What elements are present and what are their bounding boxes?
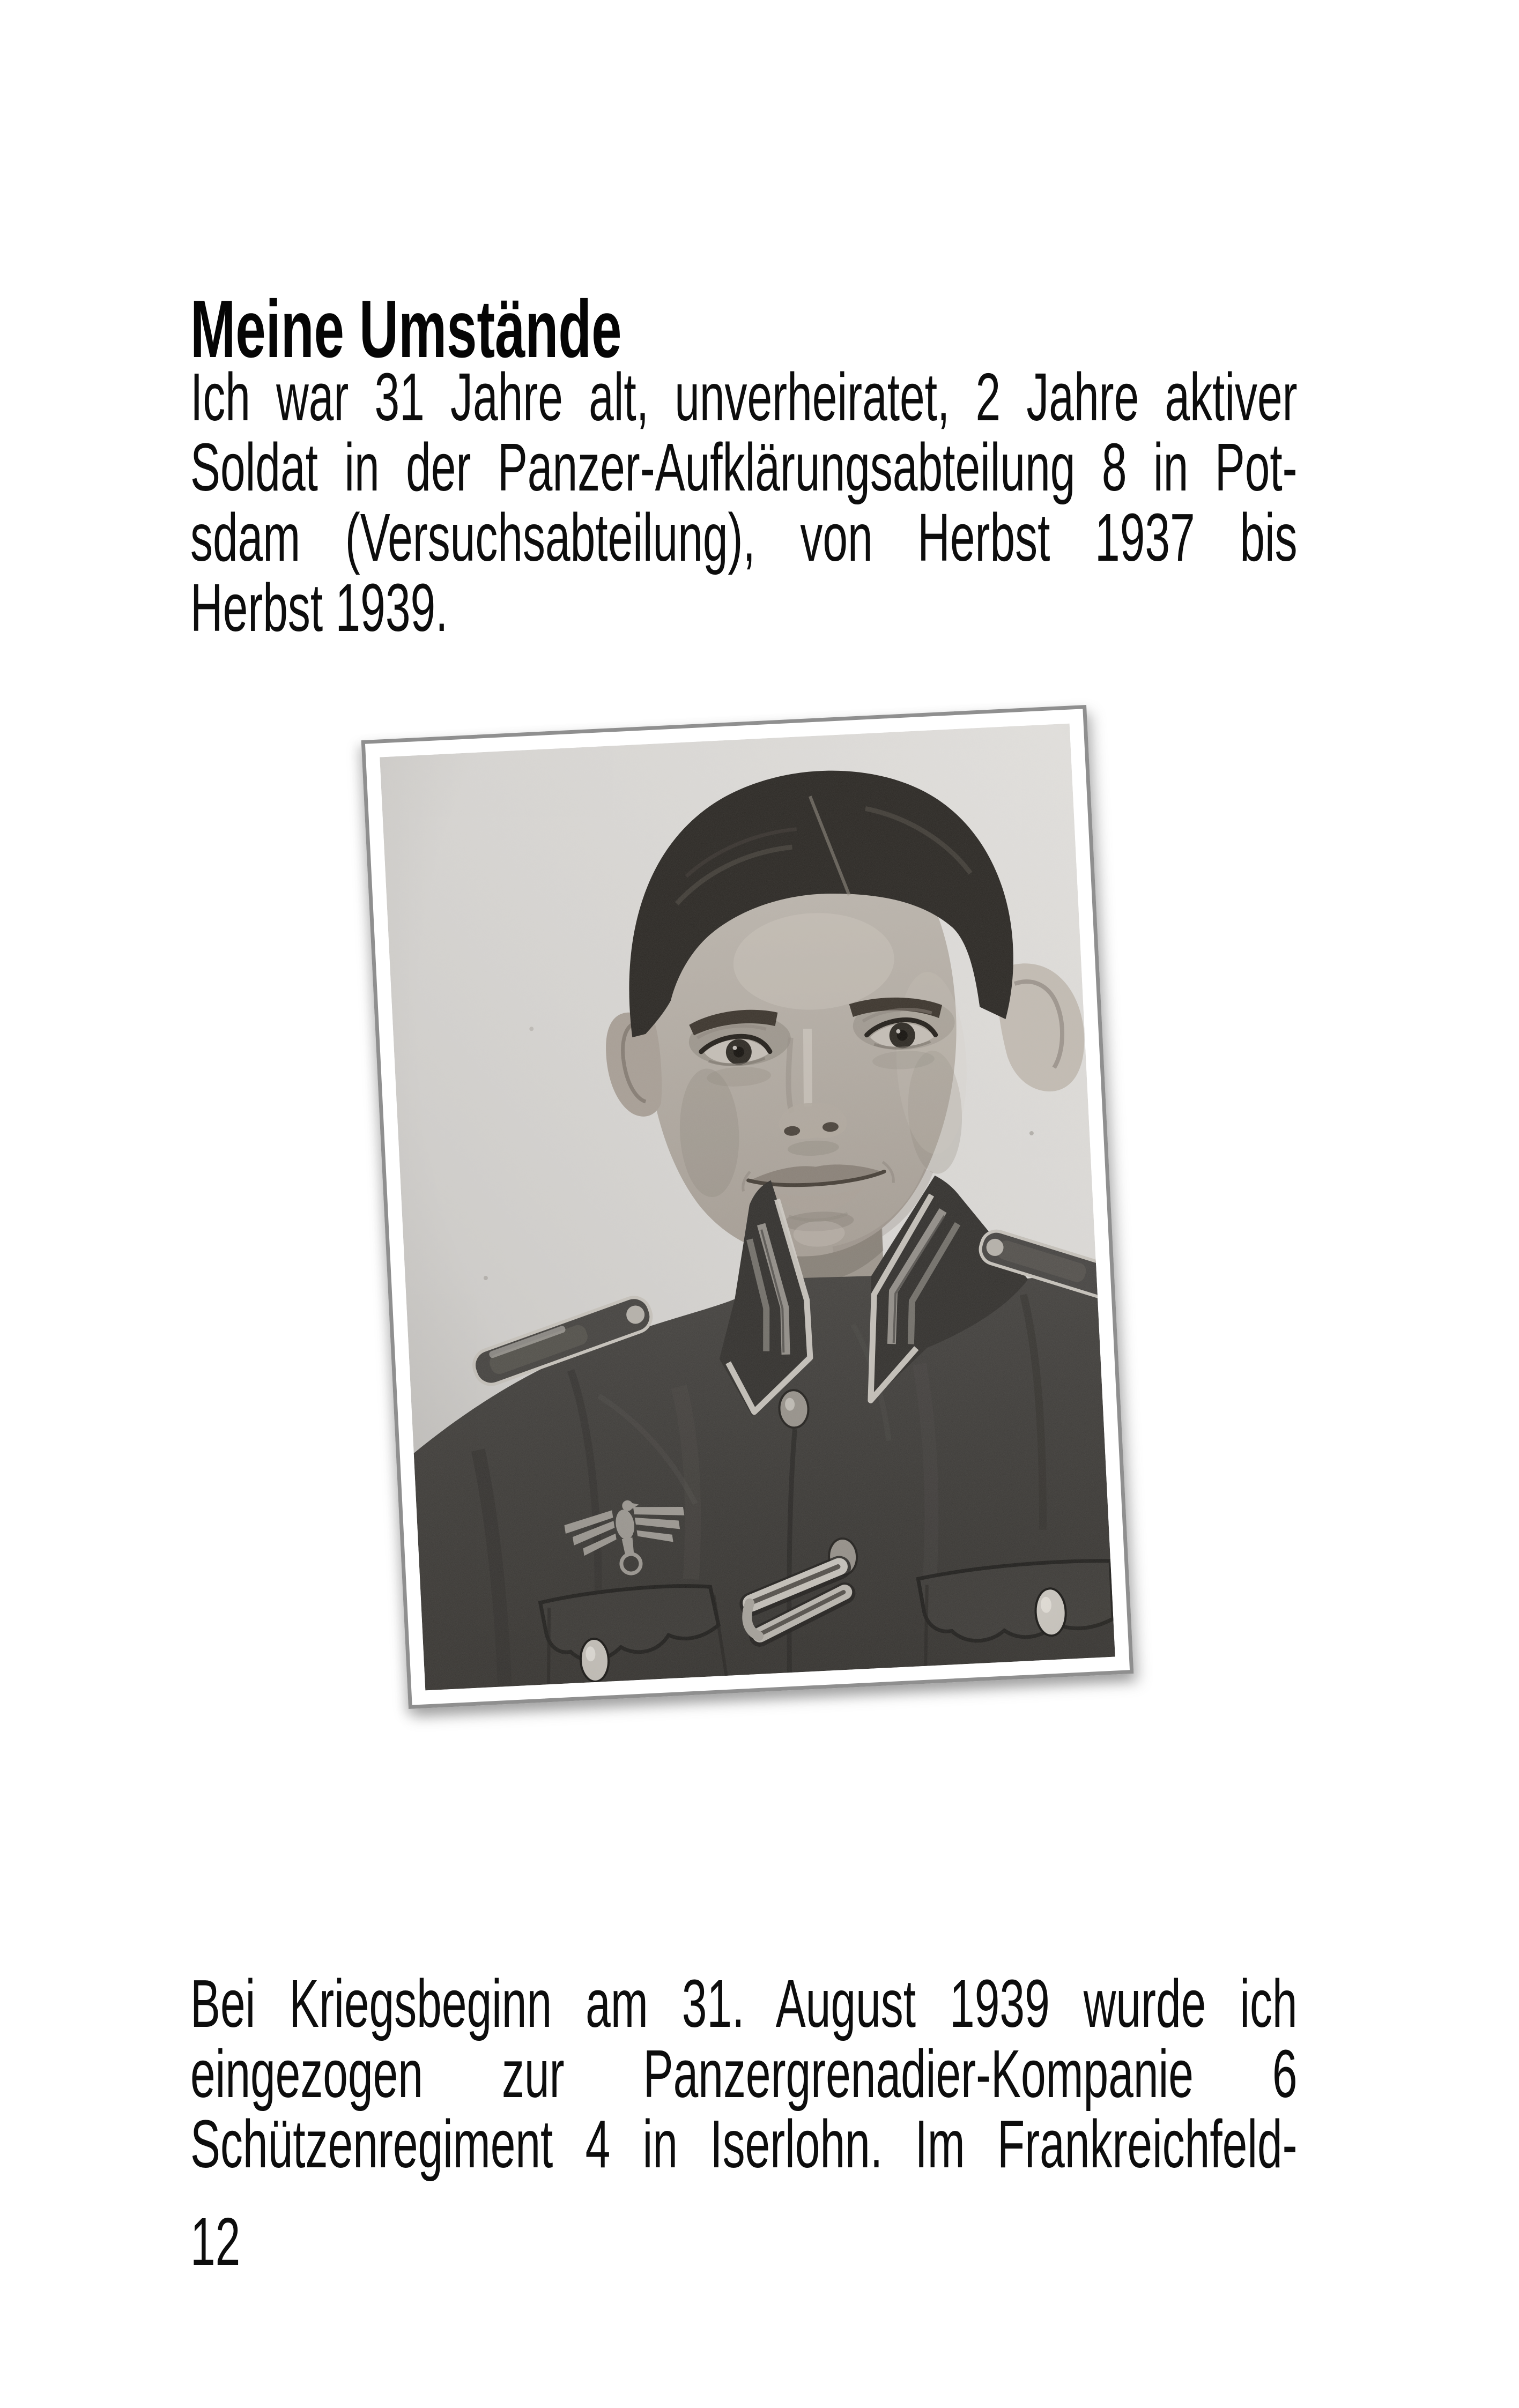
text-line: Bei Kriegsbeginn am 31. August 1939 wurde ich — [190, 1966, 1298, 2041]
portrait-photo — [380, 724, 1115, 1691]
text-line: Soldat in der Panzer-Aufklärungsabteilung 8 in Pot- — [190, 429, 1298, 505]
page-number: 12 — [190, 2204, 241, 2279]
text-line: Schützenregiment 4 in Iserlohn. Im Frankreichfeld- — [190, 2106, 1298, 2182]
text-line: sdam (Versuchsabteilung), von Herbst 1937 bis — [190, 500, 1298, 575]
portrait-photo-frame — [361, 705, 1134, 1709]
page-title: Meine Umstände — [190, 283, 622, 375]
text-line: Herbst 1939. — [190, 570, 448, 645]
paragraph-2 — [190, 1966, 1298, 2182]
text-line: eingezogen zur Panzergrenadier-Kompanie 6 — [190, 2036, 1298, 2112]
text-line: Ich war 31 Jahre alt, unverheiratet, 2 Jahre aktiver — [190, 359, 1298, 435]
paragraph-1 — [190, 359, 1298, 645]
